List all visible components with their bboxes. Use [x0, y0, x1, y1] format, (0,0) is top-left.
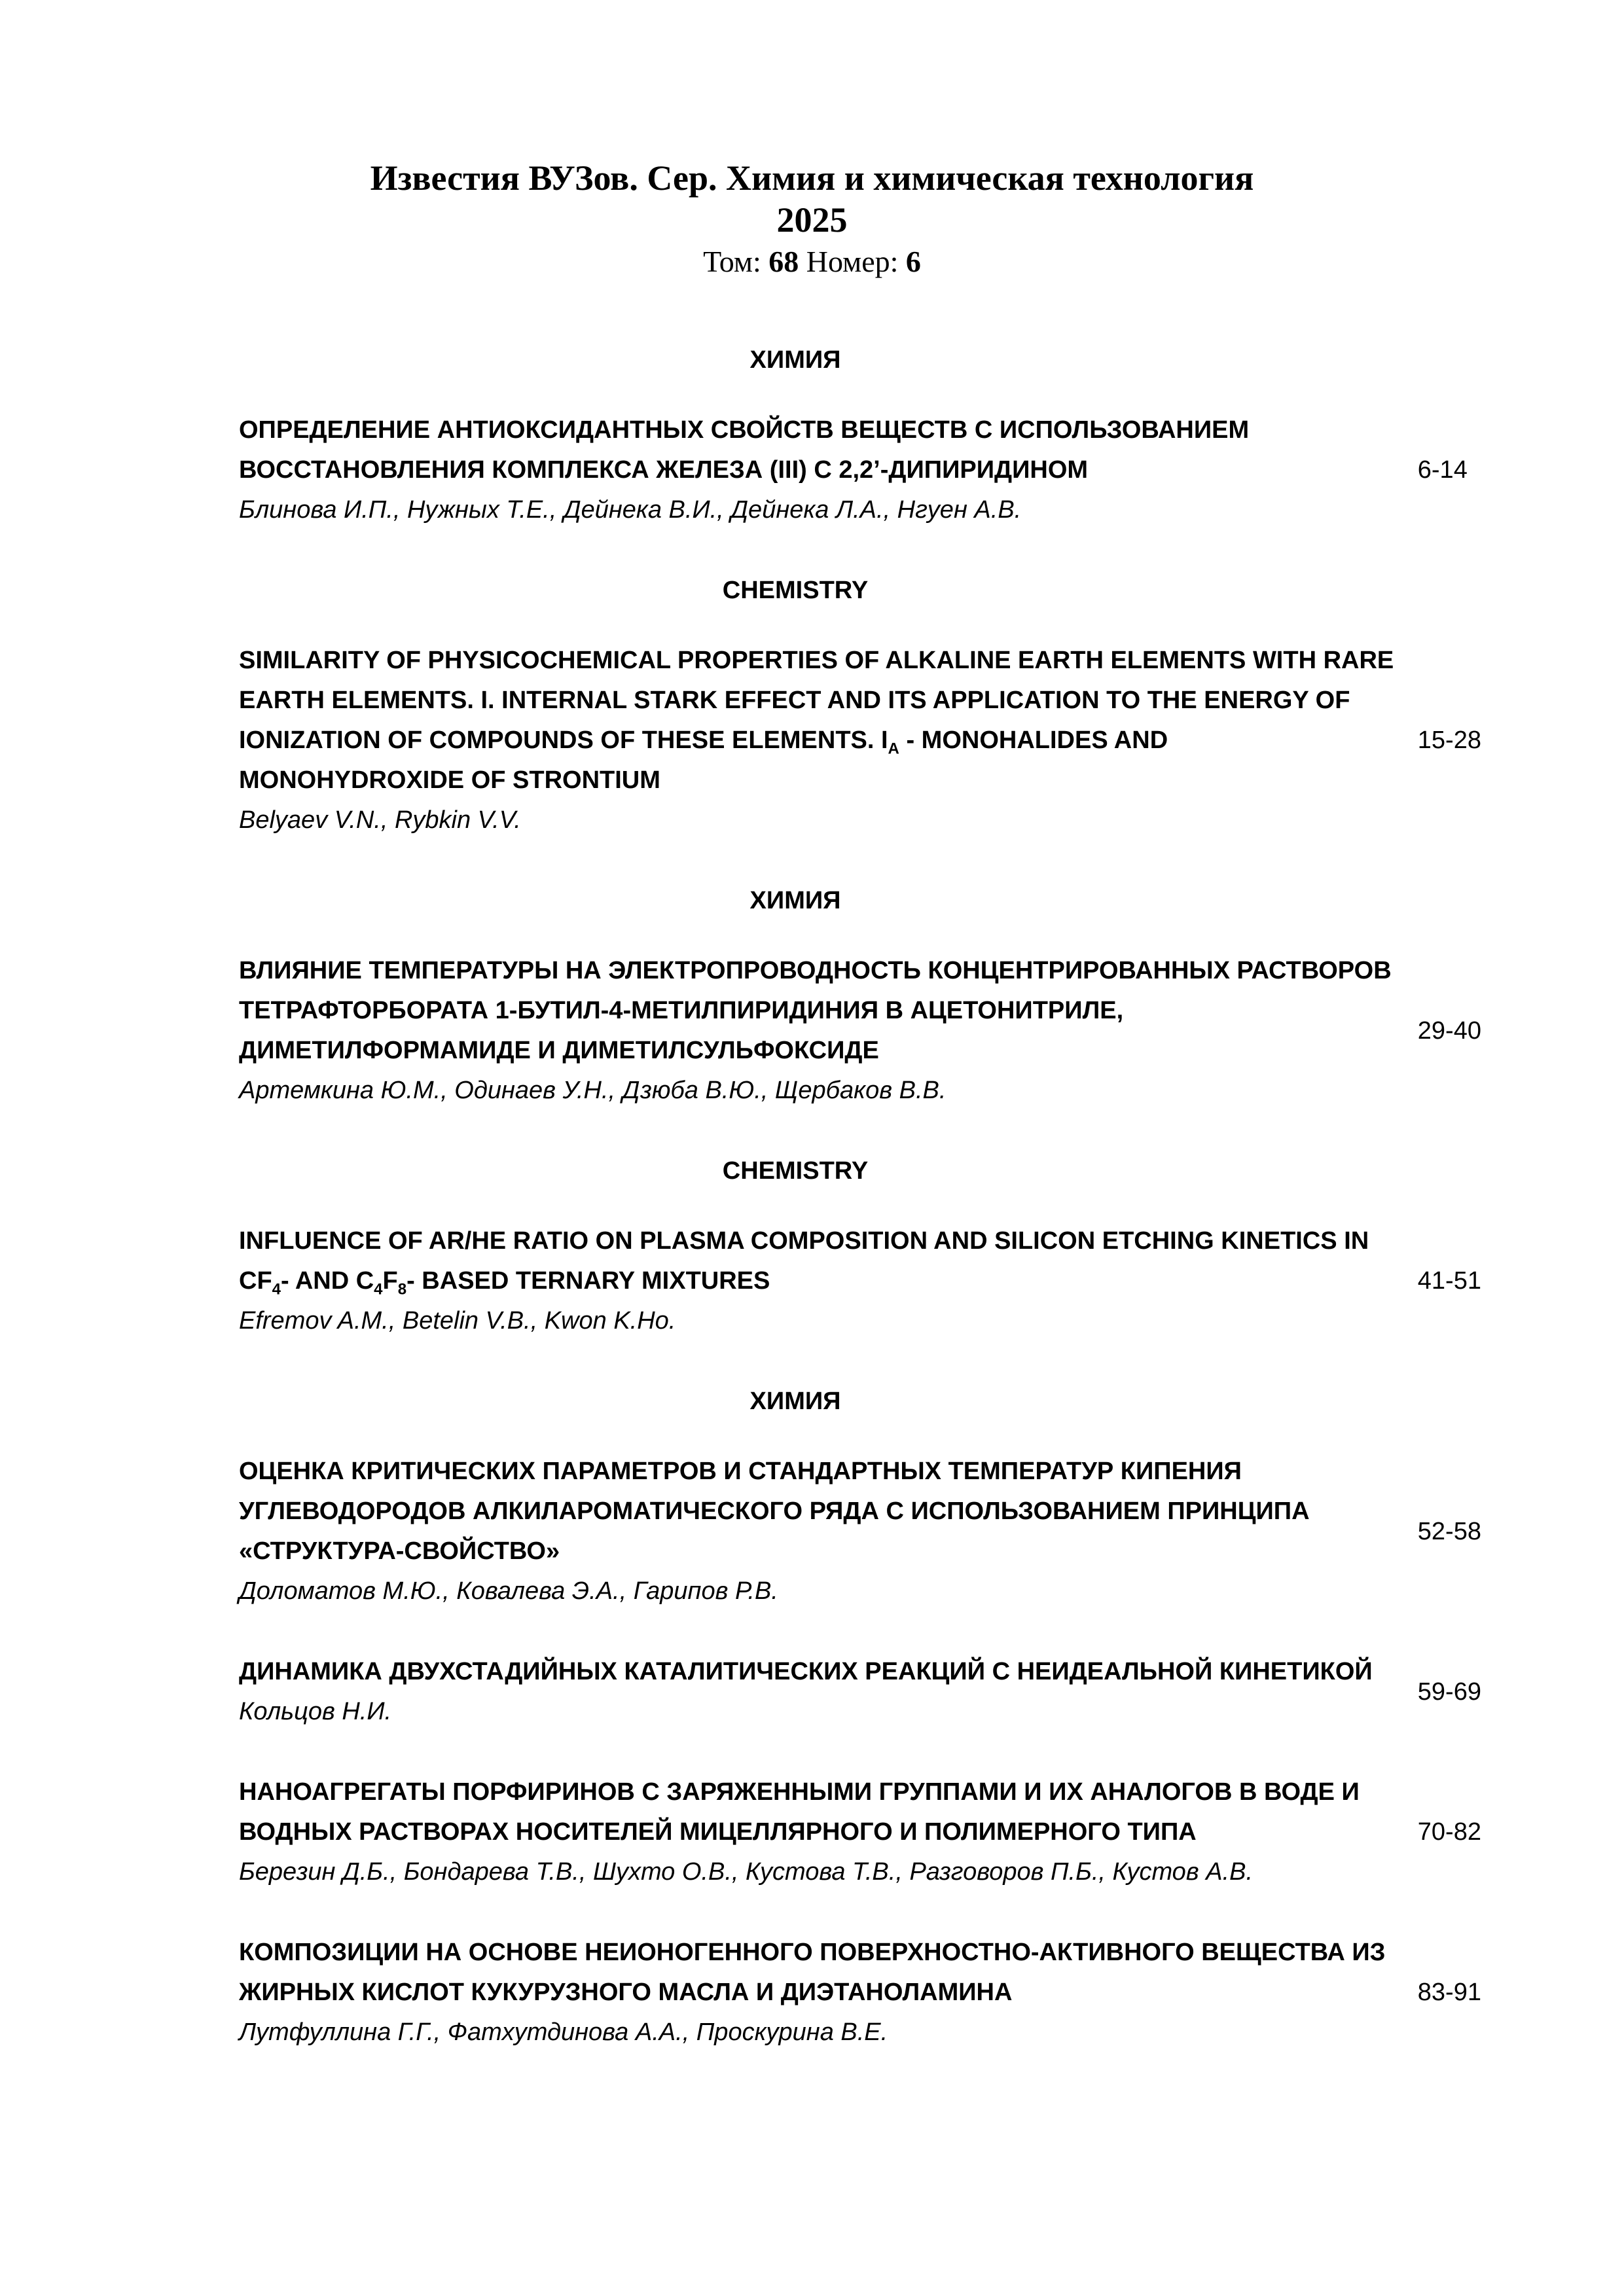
toc-entry[interactable]	[239, 1772, 1515, 1892]
article-authors: Лутфуллина Г.Г., Фатхутдинова А.А., Проскурина В.Е.	[239, 2018, 888, 2046]
article-title-line: ВОДНЫХ РАСТВОРАХ НОСИТЕЛЕЙ МИЦЕЛЛЯРНОГО И ПОЛИМЕРНОГО ТИПА	[239, 1818, 1197, 1846]
table-of-contents	[239, 340, 1515, 2093]
article-pages: 41-51	[1417, 1267, 1481, 1295]
article-title	[239, 1772, 1411, 1852]
subscript: 8	[397, 1280, 407, 1299]
article-title	[239, 410, 1411, 490]
article-pages: 52-58	[1417, 1517, 1481, 1545]
subscript: 4	[272, 1280, 281, 1299]
article-title-line: «СТРУКТУРА-СВОЙСТВО»	[239, 1537, 560, 1565]
article-title	[239, 641, 1411, 800]
article-title-line: INFLUENCE OF AR/HE RATIO ON PLASMA COMPOSITION AND SILICON ETCHING KINETICS IN	[239, 1227, 1369, 1255]
article-title-line: УГЛЕВОДОРОДОВ АЛКИЛАРОМАТИЧЕСКОГО РЯДА С ИСПОЛЬЗОВАНИЕМ ПРИНЦИПА	[239, 1498, 1310, 1525]
article-title-line: MONOHYDROXIDE OF STRONTIUM	[239, 766, 660, 794]
subscript: A	[888, 740, 899, 758]
article-title	[239, 1933, 1411, 2013]
article-pages: 83-91	[1417, 1979, 1481, 2006]
article-title-line: ВОССТАНОВЛЕНИЯ КОМПЛЕКСА ЖЕЛЕЗА (III) С 2,2’-ДИПИРИДИНОМ	[239, 456, 1089, 484]
article-title	[239, 1652, 1411, 1692]
article-title-line: SIMILARITY OF PHYSICOCHEMICAL PROPERTIES OF ALKALINE EARTH ELEMENTS WITH RARE	[239, 647, 1394, 674]
toc-entry[interactable]	[239, 1221, 1515, 1341]
section-heading: ХИМИЯ	[749, 1388, 841, 1415]
article-title-line: ДИМЕТИЛФОРМАМИДЕ И ДИМЕТИЛСУЛЬФОКСИДЕ	[239, 1037, 879, 1064]
article-title-line	[239, 1261, 1411, 1301]
article-authors: Березин Д.Б., Бондарева Т.В., Шухто О.В., Кустова Т.В., Разговоров П.Б., Кустов А.В.	[239, 1858, 1254, 1886]
volume-issue-line	[0, 242, 1624, 281]
issue-label: Номер:	[806, 245, 899, 278]
issue-year: 2025	[776, 200, 848, 240]
section-heading: CHEMISTRY	[722, 577, 869, 604]
article-pages: 15-28	[1417, 726, 1481, 754]
article-title-line: ВЛИЯНИЕ ТЕМПЕРАТУРЫ НА ЭЛЕКТРОПРОВОДНОСТЬ КОНЦЕНТРИРОВАННЫХ РАСТВОРОВ	[239, 957, 1392, 984]
toc-entry[interactable]	[239, 1933, 1515, 2053]
toc-entry[interactable]	[239, 641, 1515, 840]
article-title-line: ОПРЕДЕЛЕНИЕ АНТИОКСИДАНТНЫХ СВОЙСТВ ВЕЩЕСТВ С ИСПОЛЬЗОВАНИЕМ	[239, 416, 1250, 444]
title-text: - BASED TERNARY MIXTURES	[406, 1267, 770, 1295]
article-title-line: ОЦЕНКА КРИТИЧЕСКИХ ПАРАМЕТРОВ И СТАНДАРТНЫХ ТЕМПЕРАТУР КИПЕНИЯ	[239, 1458, 1242, 1485]
article-title-line: EARTH ELEMENTS. I. INTERNAL STARK EFFECT AND ITS APPLICATION TO THE ENERGY OF	[239, 687, 1350, 714]
journal-title: Известия ВУЗов. Сер. Химия и химическая технология	[370, 158, 1254, 198]
issue-number: 6	[905, 245, 921, 278]
toc-entry[interactable]	[239, 1652, 1515, 1732]
article-authors: Кольцов Н.И.	[239, 1698, 392, 1725]
title-text: CF	[239, 1267, 272, 1295]
title-text: F	[382, 1267, 398, 1295]
article-pages: 29-40	[1417, 1016, 1481, 1045]
article-title-line: ДИНАМИКА ДВУХСТАДИЙНЫХ КАТАЛИТИЧЕСКИХ РЕАКЦИЙ С НЕИДЕАЛЬНОЙ КИНЕТИКОЙ	[239, 1658, 1373, 1685]
volume-number: 68	[768, 245, 799, 278]
toc-entry[interactable]	[239, 1452, 1515, 1611]
article-pages: 6-14	[1417, 456, 1468, 484]
article-authors: Артемкина Ю.М., Одинаев У.Н., Дзюба В.Ю., Щербаков В.В.	[239, 1077, 947, 1104]
article-authors: Доломатов М.Ю., Ковалева Э.А., Гарипов Р.В.	[239, 1577, 778, 1605]
section-heading: CHEMISTRY	[722, 1157, 869, 1185]
article-authors: Belyaev V.N., Rybkin V.V.	[239, 806, 521, 834]
title-text: - MONOHALIDES AND	[899, 726, 1168, 754]
article-title-line: ТЕТРАФТОРБОРАТА 1-БУТИЛ-4-МЕТИЛПИРИДИНИЯ В АЦЕТОНИТРИЛЕ,	[239, 997, 1124, 1024]
article-title	[239, 951, 1411, 1071]
article-title-line: КОМПОЗИЦИИ НА ОСНОВЕ НЕИОНОГЕННОГО ПОВЕРХНОСТНО-АКТИВНОГО ВЕЩЕСТВА ИЗ	[239, 1939, 1386, 1966]
subscript: 4	[374, 1280, 383, 1299]
volume-label: Том:	[703, 245, 761, 278]
article-title	[239, 1452, 1411, 1571]
article-title-line: НАНОАГРЕГАТЫ ПОРФИРИНОВ С ЗАРЯЖЕННЫМИ ГРУППАМИ И ИХ АНАЛОГОВ В ВОДЕ И	[239, 1778, 1360, 1806]
title-text: - AND C	[281, 1267, 374, 1295]
title-text: IONIZATION OF COMPOUNDS OF THESE ELEMENTS. I	[239, 726, 888, 754]
article-authors: Блинова И.П., Нужных Т.Е., Дейнека В.И., Дейнека Л.А., Нгуен А.В.	[239, 496, 1022, 524]
article-title-line	[239, 721, 1411, 761]
journal-header	[0, 157, 1624, 281]
section-heading: ХИМИЯ	[749, 887, 841, 914]
article-pages: 59-69	[1417, 1677, 1481, 1706]
article-title	[239, 1221, 1411, 1301]
article-pages: 70-82	[1417, 1818, 1481, 1846]
article-authors: Efremov A.M., Betelin V.B., Kwon K.Ho.	[239, 1307, 676, 1335]
article-title-line: ЖИРНЫХ КИСЛОТ КУКУРУЗНОГО МАСЛА И ДИЭТАНОЛАМИНА	[239, 1979, 1013, 2006]
toc-entry[interactable]	[239, 410, 1515, 530]
section-heading: ХИМИЯ	[749, 346, 841, 374]
toc-entry[interactable]	[239, 951, 1515, 1111]
